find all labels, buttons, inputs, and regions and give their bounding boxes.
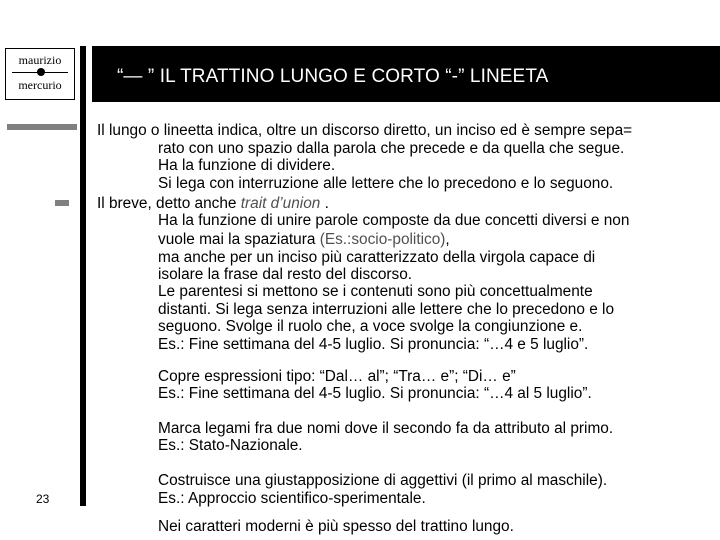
italic-term: trait d’union bbox=[240, 195, 321, 212]
logo bbox=[5, 48, 75, 100]
text-line: Es.: Fine settimana del 4-5 luglio. Si pronuncia: “…4 al 5 luglio”. bbox=[158, 385, 592, 402]
text-line: Si lega con interruzione alle lettere che lo precedono e lo seguono. bbox=[158, 175, 614, 192]
accent-bar-long bbox=[7, 124, 77, 130]
text-line: isolare la frase dal resto del discorso. bbox=[158, 266, 413, 283]
text-line: Costruisce una giustapposizione di aggettivi (il primo al maschile). bbox=[158, 472, 608, 489]
logo-line-1: maurizio bbox=[18, 53, 62, 67]
text-line bbox=[97, 195, 329, 212]
text-line: distanti. Si lega senza interruzioni alle lettere che lo precedono e lo bbox=[158, 301, 615, 318]
accent-bar-short bbox=[55, 200, 69, 206]
text-line: Es.: Approccio scientifico-sperimentale. bbox=[158, 490, 426, 507]
text-line: Copre espressioni tipo: “Dal… al”; “Tra… e”; “Di… e” bbox=[158, 368, 516, 385]
text-line: Marca legami fra due nomi dove il secondo fa da attributo al primo. bbox=[158, 420, 614, 437]
text-line: rato con uno spazio dalla parola che precede e da quella che segue. bbox=[158, 140, 625, 157]
text-run: Il breve, detto anche bbox=[97, 195, 241, 212]
text-line: Il lungo o lineetta indica, oltre un discorso diretto, un inciso ed è sempre sepa= bbox=[97, 122, 633, 139]
slide-title: “— ” IL TRATTINO LUNGO E CORTO “-” LINEETA bbox=[117, 66, 549, 87]
text-line: Ha la funzione di unire parole composte da due concetti diversi e non bbox=[158, 212, 630, 229]
text-line: ma anche per un inciso più caratterizzato della virgola capace di bbox=[158, 249, 596, 266]
text-line: seguono. Svolge il ruolo che, a voce svolge la congiunzione e. bbox=[158, 318, 583, 335]
text-line bbox=[158, 231, 450, 248]
logo-dot bbox=[37, 68, 45, 76]
text-line: Le parentesi si mettono se i contenuti sono più concettualmente bbox=[158, 283, 593, 300]
text-run: vuole mai la spaziatura bbox=[158, 231, 320, 248]
text-run: , bbox=[445, 231, 450, 248]
text-line: Es.: Fine settimana del 4-5 luglio. Si pronuncia: “…4 e 5 luglio”. bbox=[158, 336, 589, 353]
vertical-rule bbox=[80, 46, 86, 506]
text-line: Ha la funzione di dividere. bbox=[158, 157, 336, 174]
page-number: 23 bbox=[36, 492, 50, 506]
example-text: (Es.:socio-politico) bbox=[319, 231, 446, 248]
logo-line-2: mercurio bbox=[18, 78, 62, 92]
text-line: Es.: Stato-Nazionale. bbox=[158, 437, 303, 454]
title-bar bbox=[92, 46, 720, 102]
text-line: Nei caratteri moderni è più spesso del trattino lungo. bbox=[158, 518, 514, 535]
text-run: . bbox=[320, 195, 329, 212]
